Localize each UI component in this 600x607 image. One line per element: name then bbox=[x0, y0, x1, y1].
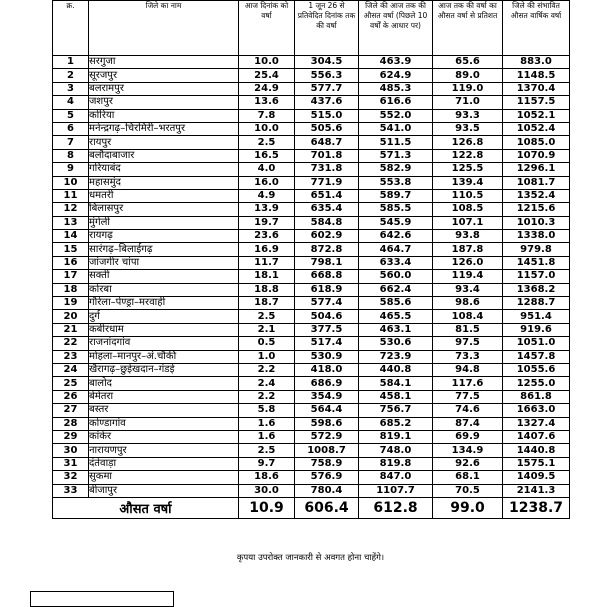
table-row bbox=[53, 136, 570, 149]
district-average-cell: 530.6 bbox=[359, 337, 433, 350]
serial-cell: 18 bbox=[53, 283, 89, 296]
average-annual: 1238.7 bbox=[503, 497, 570, 518]
serial-cell: 16 bbox=[53, 256, 89, 269]
today-rainfall-cell: 13.6 bbox=[239, 96, 295, 109]
district-average-cell: 685.2 bbox=[359, 417, 433, 430]
since-june-rainfall-cell: 872.8 bbox=[295, 243, 359, 256]
today-rainfall-cell: 5.8 bbox=[239, 404, 295, 417]
annual-average-cell: 1575.1 bbox=[503, 457, 570, 470]
annual-average-cell: 1407.6 bbox=[503, 430, 570, 443]
annual-average-cell: 1215.6 bbox=[503, 203, 570, 216]
since-june-rainfall-cell: 686.9 bbox=[295, 377, 359, 390]
percent-of-average-cell: 71.0 bbox=[433, 96, 503, 109]
header-percent-of-average: आज तक की वर्षा का औसत वर्षा से प्रतिशत bbox=[433, 1, 503, 56]
since-june-rainfall-cell: 598.6 bbox=[295, 417, 359, 430]
since-june-rainfall-cell: 530.9 bbox=[295, 350, 359, 363]
table-row bbox=[53, 256, 570, 269]
district-name-cell: कबीरधाम bbox=[89, 323, 239, 336]
percent-of-average-cell: 94.8 bbox=[433, 363, 503, 376]
today-rainfall-cell: 4.0 bbox=[239, 163, 295, 176]
annual-average-cell: 1148.5 bbox=[503, 69, 570, 82]
district-average-cell: 458.1 bbox=[359, 390, 433, 403]
today-rainfall-cell: 18.1 bbox=[239, 270, 295, 283]
since-june-rainfall-cell: 577.4 bbox=[295, 297, 359, 310]
table-row bbox=[53, 270, 570, 283]
serial-cell: 29 bbox=[53, 430, 89, 443]
table-row bbox=[53, 310, 570, 323]
annual-average-cell: 1085.0 bbox=[503, 136, 570, 149]
percent-of-average-cell: 93.4 bbox=[433, 283, 503, 296]
district-average-cell: 584.1 bbox=[359, 377, 433, 390]
today-rainfall-cell: 11.7 bbox=[239, 256, 295, 269]
average-district-avg: 612.8 bbox=[359, 497, 433, 518]
since-june-rainfall-cell: 618.9 bbox=[295, 283, 359, 296]
table-row bbox=[53, 390, 570, 403]
table-row bbox=[53, 96, 570, 109]
district-name-cell: सरगुजा bbox=[89, 56, 239, 69]
district-average-cell: 541.0 bbox=[359, 122, 433, 135]
percent-of-average-cell: 87.4 bbox=[433, 417, 503, 430]
percent-of-average-cell: 108.4 bbox=[433, 310, 503, 323]
district-name-cell: सूरजपुर bbox=[89, 69, 239, 82]
table-row bbox=[53, 283, 570, 296]
district-name-cell: राजनांदगांव bbox=[89, 337, 239, 350]
district-average-cell: 440.8 bbox=[359, 363, 433, 376]
table-row bbox=[53, 69, 570, 82]
today-rainfall-cell: 19.7 bbox=[239, 216, 295, 229]
serial-cell: 3 bbox=[53, 82, 89, 95]
table-row bbox=[53, 109, 570, 122]
table-row bbox=[53, 337, 570, 350]
header-district-average: जिले की आज तक की औसत वर्षा (पिछले 10 वर्षों के आधार पर) bbox=[359, 1, 433, 56]
today-rainfall-cell: 4.9 bbox=[239, 189, 295, 202]
average-today: 10.9 bbox=[239, 497, 295, 518]
since-june-rainfall-cell: 515.0 bbox=[295, 109, 359, 122]
table-row bbox=[53, 323, 570, 336]
district-average-cell: 464.7 bbox=[359, 243, 433, 256]
percent-of-average-cell: 187.8 bbox=[433, 243, 503, 256]
annual-average-cell: 1338.0 bbox=[503, 230, 570, 243]
annual-average-cell: 979.8 bbox=[503, 243, 570, 256]
serial-cell: 14 bbox=[53, 230, 89, 243]
percent-of-average-cell: 68.1 bbox=[433, 471, 503, 484]
annual-average-cell: 1296.1 bbox=[503, 163, 570, 176]
district-average-cell: 662.4 bbox=[359, 283, 433, 296]
percent-of-average-cell: 139.4 bbox=[433, 176, 503, 189]
district-average-cell: 847.0 bbox=[359, 471, 433, 484]
district-name-cell: बेमेतरा bbox=[89, 390, 239, 403]
today-rainfall-cell: 13.9 bbox=[239, 203, 295, 216]
district-average-cell: 585.6 bbox=[359, 297, 433, 310]
district-name-cell: खैरागढ़–छुईखदान–गंडई bbox=[89, 363, 239, 376]
annual-average-cell: 951.4 bbox=[503, 310, 570, 323]
today-rainfall-cell: 1.0 bbox=[239, 350, 295, 363]
serial-cell: 4 bbox=[53, 96, 89, 109]
district-name-cell: मनेन्द्रगढ़–चिरमिरी–भरतपुर bbox=[89, 122, 239, 135]
table-row bbox=[53, 243, 570, 256]
district-average-cell: 511.5 bbox=[359, 136, 433, 149]
table-row bbox=[53, 122, 570, 135]
table-row bbox=[53, 203, 570, 216]
annual-average-cell: 1440.8 bbox=[503, 444, 570, 457]
district-name-cell: सुकमा bbox=[89, 471, 239, 484]
district-average-cell: 560.0 bbox=[359, 270, 433, 283]
serial-cell: 15 bbox=[53, 243, 89, 256]
percent-of-average-cell: 126.8 bbox=[433, 136, 503, 149]
district-average-cell: 756.7 bbox=[359, 404, 433, 417]
district-average-cell: 723.9 bbox=[359, 350, 433, 363]
today-rainfall-cell: 25.4 bbox=[239, 69, 295, 82]
serial-cell: 6 bbox=[53, 122, 89, 135]
serial-cell: 8 bbox=[53, 149, 89, 162]
header-row bbox=[53, 1, 570, 56]
average-percent: 99.0 bbox=[433, 497, 503, 518]
today-rainfall-cell: 10.0 bbox=[239, 56, 295, 69]
table-row bbox=[53, 404, 570, 417]
today-rainfall-cell: 1.6 bbox=[239, 417, 295, 430]
district-name-cell: दंतेवाड़ा bbox=[89, 457, 239, 470]
district-average-cell: 585.5 bbox=[359, 203, 433, 216]
district-name-cell: मुंगेली bbox=[89, 216, 239, 229]
district-name-cell: कोरिया bbox=[89, 109, 239, 122]
district-name-cell: महासमुंद bbox=[89, 176, 239, 189]
district-average-cell: 819.8 bbox=[359, 457, 433, 470]
serial-cell: 32 bbox=[53, 471, 89, 484]
since-june-rainfall-cell: 564.4 bbox=[295, 404, 359, 417]
district-name-cell: दुर्ग bbox=[89, 310, 239, 323]
serial-cell: 21 bbox=[53, 323, 89, 336]
percent-of-average-cell: 89.0 bbox=[433, 69, 503, 82]
serial-cell: 31 bbox=[53, 457, 89, 470]
table-row bbox=[53, 350, 570, 363]
district-name-cell: सक्ती bbox=[89, 270, 239, 283]
serial-cell: 9 bbox=[53, 163, 89, 176]
serial-cell: 33 bbox=[53, 484, 89, 497]
district-name-cell: बालोद bbox=[89, 377, 239, 390]
table-row bbox=[53, 163, 570, 176]
annual-average-cell: 861.8 bbox=[503, 390, 570, 403]
district-name-cell: कोण्डागांव bbox=[89, 417, 239, 430]
annual-average-cell: 1052.4 bbox=[503, 122, 570, 135]
annual-average-cell: 1457.8 bbox=[503, 350, 570, 363]
annual-average-cell: 1352.4 bbox=[503, 189, 570, 202]
today-rainfall-cell: 10.0 bbox=[239, 122, 295, 135]
today-rainfall-cell: 2.2 bbox=[239, 363, 295, 376]
district-average-cell: 624.9 bbox=[359, 69, 433, 82]
today-rainfall-cell: 9.7 bbox=[239, 457, 295, 470]
district-name-cell: जशपुर bbox=[89, 96, 239, 109]
table-row bbox=[53, 56, 570, 69]
today-rainfall-cell: 1.6 bbox=[239, 430, 295, 443]
average-label: औसत वर्षा bbox=[53, 497, 239, 518]
table-row bbox=[53, 216, 570, 229]
serial-cell: 12 bbox=[53, 203, 89, 216]
serial-cell: 24 bbox=[53, 363, 89, 376]
today-rainfall-cell: 7.8 bbox=[239, 109, 295, 122]
today-rainfall-cell: 23.6 bbox=[239, 230, 295, 243]
district-average-cell: 819.1 bbox=[359, 430, 433, 443]
district-average-cell: 571.3 bbox=[359, 149, 433, 162]
district-name-cell: कोरबा bbox=[89, 283, 239, 296]
today-rainfall-cell: 16.9 bbox=[239, 243, 295, 256]
serial-cell: 23 bbox=[53, 350, 89, 363]
today-rainfall-cell: 24.9 bbox=[239, 82, 295, 95]
since-june-rainfall-cell: 437.6 bbox=[295, 96, 359, 109]
annual-average-cell: 1368.2 bbox=[503, 283, 570, 296]
since-june-rainfall-cell: 758.9 bbox=[295, 457, 359, 470]
annual-average-cell: 1451.8 bbox=[503, 256, 570, 269]
today-rainfall-cell: 16.5 bbox=[239, 149, 295, 162]
district-average-cell: 463.9 bbox=[359, 56, 433, 69]
district-average-cell: 582.9 bbox=[359, 163, 433, 176]
percent-of-average-cell: 92.6 bbox=[433, 457, 503, 470]
annual-average-cell: 1663.0 bbox=[503, 404, 570, 417]
annual-average-cell: 1157.5 bbox=[503, 96, 570, 109]
table-row bbox=[53, 149, 570, 162]
district-average-cell: 553.8 bbox=[359, 176, 433, 189]
today-rainfall-cell: 18.7 bbox=[239, 297, 295, 310]
percent-of-average-cell: 107.1 bbox=[433, 216, 503, 229]
annual-average-cell: 883.0 bbox=[503, 56, 570, 69]
annual-average-cell: 919.6 bbox=[503, 323, 570, 336]
header-annual-average: जिले की संभावित औसत वार्षिक वर्षा bbox=[503, 1, 570, 56]
serial-cell: 11 bbox=[53, 189, 89, 202]
since-june-rainfall-cell: 577.7 bbox=[295, 82, 359, 95]
serial-cell: 25 bbox=[53, 377, 89, 390]
serial-cell: 19 bbox=[53, 297, 89, 310]
since-june-rainfall-cell: 648.7 bbox=[295, 136, 359, 149]
since-june-rainfall-cell: 556.3 bbox=[295, 69, 359, 82]
district-average-cell: 633.4 bbox=[359, 256, 433, 269]
annual-average-cell: 1081.7 bbox=[503, 176, 570, 189]
since-june-rainfall-cell: 576.9 bbox=[295, 471, 359, 484]
annual-average-cell: 1055.6 bbox=[503, 363, 570, 376]
serial-cell: 13 bbox=[53, 216, 89, 229]
district-name-cell: गौरेला–पेण्ड्रा–मरवाही bbox=[89, 297, 239, 310]
district-name-cell: गरियाबंद bbox=[89, 163, 239, 176]
serial-cell: 10 bbox=[53, 176, 89, 189]
percent-of-average-cell: 110.5 bbox=[433, 189, 503, 202]
footer-note: कृपया उपरोक्त जानकारी से अवगत होना चाहेंगे। bbox=[236, 553, 385, 563]
since-june-rainfall-cell: 354.9 bbox=[295, 390, 359, 403]
percent-of-average-cell: 125.5 bbox=[433, 163, 503, 176]
since-june-rainfall-cell: 651.4 bbox=[295, 189, 359, 202]
percent-of-average-cell: 126.0 bbox=[433, 256, 503, 269]
serial-cell: 27 bbox=[53, 404, 89, 417]
serial-cell: 20 bbox=[53, 310, 89, 323]
today-rainfall-cell: 2.4 bbox=[239, 377, 295, 390]
percent-of-average-cell: 73.3 bbox=[433, 350, 503, 363]
district-name-cell: बीजापुर bbox=[89, 484, 239, 497]
rainfall-table bbox=[52, 0, 570, 519]
since-june-rainfall-cell: 635.4 bbox=[295, 203, 359, 216]
district-name-cell: बस्तर bbox=[89, 404, 239, 417]
table-row bbox=[53, 297, 570, 310]
serial-cell: 22 bbox=[53, 337, 89, 350]
percent-of-average-cell: 98.6 bbox=[433, 297, 503, 310]
district-average-cell: 748.0 bbox=[359, 444, 433, 457]
since-june-rainfall-cell: 572.9 bbox=[295, 430, 359, 443]
percent-of-average-cell: 108.5 bbox=[433, 203, 503, 216]
average-row bbox=[53, 497, 570, 518]
today-rainfall-cell: 18.6 bbox=[239, 471, 295, 484]
district-name-cell: कांकेर bbox=[89, 430, 239, 443]
percent-of-average-cell: 65.6 bbox=[433, 56, 503, 69]
since-june-rainfall-cell: 418.0 bbox=[295, 363, 359, 376]
district-average-cell: 545.9 bbox=[359, 216, 433, 229]
district-average-cell: 616.6 bbox=[359, 96, 433, 109]
annual-average-cell: 1370.4 bbox=[503, 82, 570, 95]
today-rainfall-cell: 16.0 bbox=[239, 176, 295, 189]
percent-of-average-cell: 93.8 bbox=[433, 230, 503, 243]
percent-of-average-cell: 77.5 bbox=[433, 390, 503, 403]
district-average-cell: 552.0 bbox=[359, 109, 433, 122]
header-since-june-rainfall: 1 जून 26 से प्रतिवेदित दिनांक तक की वर्षा bbox=[295, 1, 359, 56]
percent-of-average-cell: 122.8 bbox=[433, 149, 503, 162]
serial-cell: 26 bbox=[53, 390, 89, 403]
today-rainfall-cell: 2.5 bbox=[239, 136, 295, 149]
since-june-rainfall-cell: 505.6 bbox=[295, 122, 359, 135]
today-rainfall-cell: 2.5 bbox=[239, 310, 295, 323]
since-june-rainfall-cell: 504.6 bbox=[295, 310, 359, 323]
since-june-rainfall-cell: 584.8 bbox=[295, 216, 359, 229]
table-row bbox=[53, 444, 570, 457]
district-name-cell: धमतरी bbox=[89, 189, 239, 202]
district-name-cell: सारंगढ़–बिलाईगढ़ bbox=[89, 243, 239, 256]
district-average-cell: 485.3 bbox=[359, 82, 433, 95]
today-rainfall-cell: 2.2 bbox=[239, 390, 295, 403]
serial-cell: 30 bbox=[53, 444, 89, 457]
district-name-cell: नारायणपुर bbox=[89, 444, 239, 457]
table-row bbox=[53, 471, 570, 484]
table-row bbox=[53, 430, 570, 443]
annual-average-cell: 1051.0 bbox=[503, 337, 570, 350]
annual-average-cell: 1052.1 bbox=[503, 109, 570, 122]
since-june-rainfall-cell: 377.5 bbox=[295, 323, 359, 336]
annual-average-cell: 1255.0 bbox=[503, 377, 570, 390]
table-row bbox=[53, 230, 570, 243]
table-row bbox=[53, 457, 570, 470]
table-row bbox=[53, 176, 570, 189]
percent-of-average-cell: 69.9 bbox=[433, 430, 503, 443]
district-name-cell: मोहला–मानपुर–अं.चौकी bbox=[89, 350, 239, 363]
district-name-cell: रायगढ़ bbox=[89, 230, 239, 243]
serial-cell: 17 bbox=[53, 270, 89, 283]
today-rainfall-cell: 18.8 bbox=[239, 283, 295, 296]
annual-average-cell: 1157.0 bbox=[503, 270, 570, 283]
district-average-cell: 589.7 bbox=[359, 189, 433, 202]
table-row bbox=[53, 189, 570, 202]
today-rainfall-cell: 30.0 bbox=[239, 484, 295, 497]
percent-of-average-cell: 93.5 bbox=[433, 122, 503, 135]
annual-average-cell: 2141.3 bbox=[503, 484, 570, 497]
signature-box bbox=[30, 591, 174, 607]
table-row bbox=[53, 417, 570, 430]
header-serial: क्र. bbox=[53, 1, 89, 56]
table-row bbox=[53, 377, 570, 390]
today-rainfall-cell: 0.5 bbox=[239, 337, 295, 350]
district-name-cell: बिलासपुर bbox=[89, 203, 239, 216]
annual-average-cell: 1070.9 bbox=[503, 149, 570, 162]
percent-of-average-cell: 134.9 bbox=[433, 444, 503, 457]
since-june-rainfall-cell: 771.9 bbox=[295, 176, 359, 189]
today-rainfall-cell: 2.5 bbox=[239, 444, 295, 457]
district-name-cell: जांजगीर चांपा bbox=[89, 256, 239, 269]
percent-of-average-cell: 117.6 bbox=[433, 377, 503, 390]
serial-cell: 7 bbox=[53, 136, 89, 149]
district-average-cell: 642.6 bbox=[359, 230, 433, 243]
since-june-rainfall-cell: 668.8 bbox=[295, 270, 359, 283]
since-june-rainfall-cell: 780.4 bbox=[295, 484, 359, 497]
since-june-rainfall-cell: 602.9 bbox=[295, 230, 359, 243]
table-row bbox=[53, 484, 570, 497]
percent-of-average-cell: 74.6 bbox=[433, 404, 503, 417]
since-june-rainfall-cell: 304.5 bbox=[295, 56, 359, 69]
percent-of-average-cell: 97.5 bbox=[433, 337, 503, 350]
district-average-cell: 1107.7 bbox=[359, 484, 433, 497]
average-since-june: 606.4 bbox=[295, 497, 359, 518]
percent-of-average-cell: 119.0 bbox=[433, 82, 503, 95]
district-name-cell: बलरामपुर bbox=[89, 82, 239, 95]
today-rainfall-cell: 2.1 bbox=[239, 323, 295, 336]
annual-average-cell: 1010.3 bbox=[503, 216, 570, 229]
percent-of-average-cell: 93.3 bbox=[433, 109, 503, 122]
since-june-rainfall-cell: 731.8 bbox=[295, 163, 359, 176]
district-average-cell: 463.1 bbox=[359, 323, 433, 336]
district-name-cell: बलौदाबाजार bbox=[89, 149, 239, 162]
table-row bbox=[53, 363, 570, 376]
serial-cell: 5 bbox=[53, 109, 89, 122]
annual-average-cell: 1409.5 bbox=[503, 471, 570, 484]
district-name-cell: रायपुर bbox=[89, 136, 239, 149]
since-june-rainfall-cell: 517.4 bbox=[295, 337, 359, 350]
percent-of-average-cell: 81.5 bbox=[433, 323, 503, 336]
serial-cell: 28 bbox=[53, 417, 89, 430]
since-june-rainfall-cell: 798.1 bbox=[295, 256, 359, 269]
since-june-rainfall-cell: 1008.7 bbox=[295, 444, 359, 457]
header-today-rainfall: आज दिनांक को वर्षा bbox=[239, 1, 295, 56]
annual-average-cell: 1327.4 bbox=[503, 417, 570, 430]
annual-average-cell: 1288.7 bbox=[503, 297, 570, 310]
district-average-cell: 465.5 bbox=[359, 310, 433, 323]
since-june-rainfall-cell: 701.8 bbox=[295, 149, 359, 162]
serial-cell: 1 bbox=[53, 56, 89, 69]
serial-cell: 2 bbox=[53, 69, 89, 82]
header-district: जिले का नाम bbox=[89, 1, 239, 56]
percent-of-average-cell: 119.4 bbox=[433, 270, 503, 283]
table-row bbox=[53, 82, 570, 95]
percent-of-average-cell: 70.5 bbox=[433, 484, 503, 497]
